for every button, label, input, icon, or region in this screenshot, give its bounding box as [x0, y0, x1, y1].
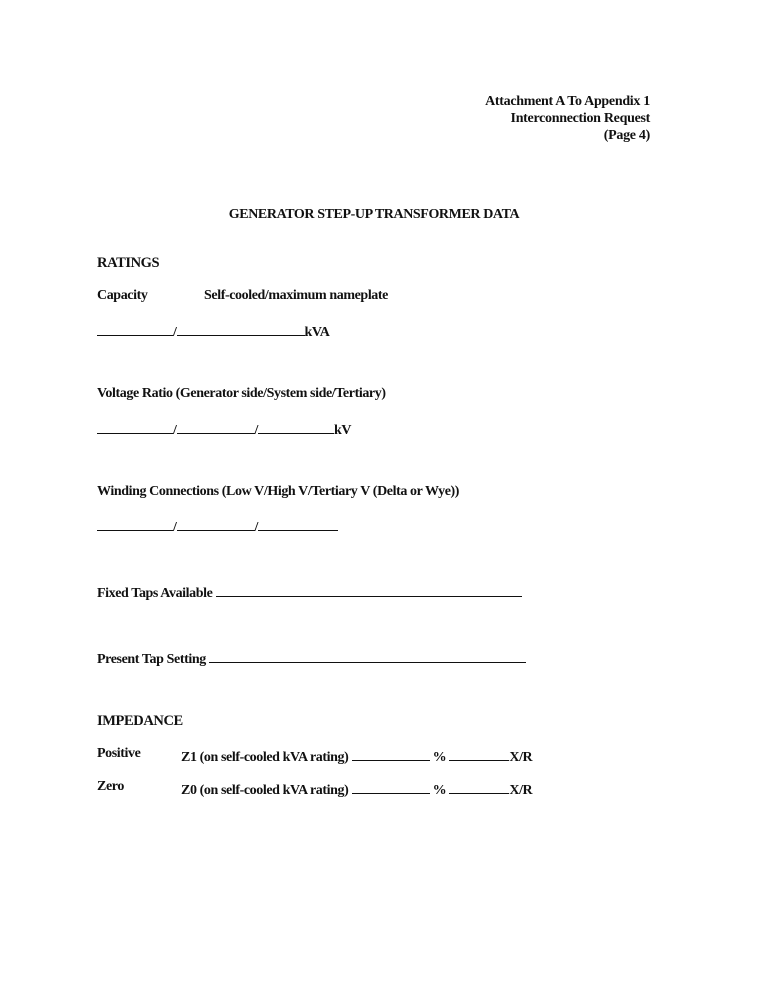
- voltage-separator-2: /: [254, 423, 258, 438]
- present-tap-label: Present Tap Setting: [97, 652, 206, 667]
- present-tap-row: [97, 648, 526, 668]
- impedance-zero-description: Z0 (on self-cooled kVA rating): [181, 783, 349, 798]
- impedance-positive-xr-label: X/R: [509, 750, 533, 765]
- header-line-2: Interconnection Request: [510, 111, 650, 126]
- impedance-heading: IMPEDANCE: [97, 713, 183, 729]
- impedance-positive-percent-sign: %: [432, 750, 447, 765]
- impedance-zero-xr-field[interactable]: [449, 779, 509, 794]
- ratings-heading: RATINGS: [97, 255, 160, 271]
- voltage-tertiary-field[interactable]: [258, 419, 334, 434]
- impedance-positive-row: [181, 746, 532, 766]
- impedance-zero-percent-field[interactable]: [352, 779, 430, 794]
- voltage-separator-1: /: [173, 423, 177, 438]
- page-title: GENERATOR STEP-UP TRANSFORMER DATA: [228, 207, 520, 222]
- voltage-ratio-label: Voltage Ratio (Generator side/System side/Tertiary): [97, 386, 386, 401]
- capacity-description: Self-cooled/maximum nameplate: [204, 288, 388, 303]
- voltage-system-side-field[interactable]: [177, 419, 255, 434]
- impedance-positive-percent-field[interactable]: [352, 746, 430, 761]
- header-line-3: (Page 4): [603, 128, 650, 143]
- winding-high-v-field[interactable]: [177, 516, 255, 531]
- impedance-positive-xr-field[interactable]: [449, 746, 509, 761]
- impedance-zero-xr-label: X/R: [509, 783, 533, 798]
- voltage-ratio-input-row: [97, 419, 351, 439]
- voltage-unit: kV: [334, 423, 352, 438]
- present-tap-field[interactable]: [209, 648, 526, 663]
- winding-connections-input-row: [97, 516, 338, 536]
- capacity-self-cooled-field[interactable]: [97, 321, 173, 336]
- voltage-generator-side-field[interactable]: [97, 419, 173, 434]
- impedance-zero-name: Zero: [97, 779, 124, 794]
- capacity-unit: kVA: [304, 325, 330, 340]
- capacity-input-row: [97, 321, 330, 341]
- capacity-maximum-field[interactable]: [177, 321, 305, 336]
- impedance-positive-name: Positive: [97, 746, 141, 761]
- impedance-zero-row: [181, 779, 532, 799]
- winding-tertiary-v-field[interactable]: [258, 516, 338, 531]
- fixed-taps-row: [97, 582, 522, 602]
- fixed-taps-label: Fixed Taps Available: [97, 586, 213, 601]
- impedance-zero-percent-sign: %: [432, 783, 447, 798]
- capacity-label: Capacity: [97, 288, 148, 303]
- winding-separator-1: /: [173, 520, 177, 535]
- winding-connections-label: Winding Connections (Low V/High V/Tertiary V (Delta or Wye)): [97, 484, 460, 499]
- capacity-separator: /: [173, 325, 177, 340]
- header-line-1: Attachment A To Appendix 1: [485, 94, 650, 109]
- impedance-positive-description: Z1 (on self-cooled kVA rating): [181, 750, 349, 765]
- winding-separator-2: /: [254, 520, 258, 535]
- attachment-header: [485, 93, 650, 144]
- fixed-taps-field[interactable]: [216, 582, 522, 597]
- winding-low-v-field[interactable]: [97, 516, 173, 531]
